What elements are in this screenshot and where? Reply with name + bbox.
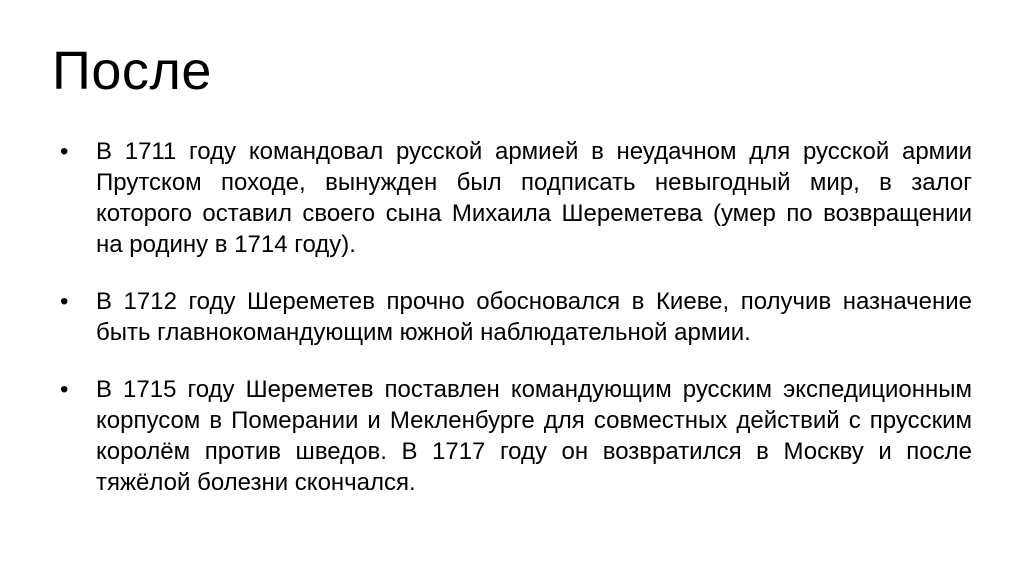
slide-title: После	[52, 41, 212, 101]
bullet-dot-icon: •	[60, 138, 69, 165]
bullet-item-2	[58, 286, 972, 348]
bullet-item-1	[58, 136, 972, 260]
bullet-dot-icon: •	[60, 376, 69, 403]
bullet-item-3	[58, 374, 972, 498]
bullet-dot-icon: •	[60, 288, 69, 315]
bullet-list	[58, 136, 972, 498]
bullet-text-2: В 1712 году Шереметев прочно обосновался в Киеве, получив назначение быть главнокомандующим южной наблюдательной армии.	[96, 288, 972, 346]
bullet-text-3: В 1715 году Шереметев поставлен командующим русским экспедиционным корпусом в Померании и Мекленбурге для совместных действий с прусским королём против шведов. В 1717 году он возвратился в Москву и после тяжёлой болезни скончался.	[96, 376, 972, 496]
bullet-text-1: В 1711 году командовал русской армией в неудачном для русской армии Прутском походе, вынужден был подписать невыгодный мир, в залог которого оставил своего сына Михаила Шереметева (умер по возвращении на родину в 1714 году).	[96, 138, 972, 258]
